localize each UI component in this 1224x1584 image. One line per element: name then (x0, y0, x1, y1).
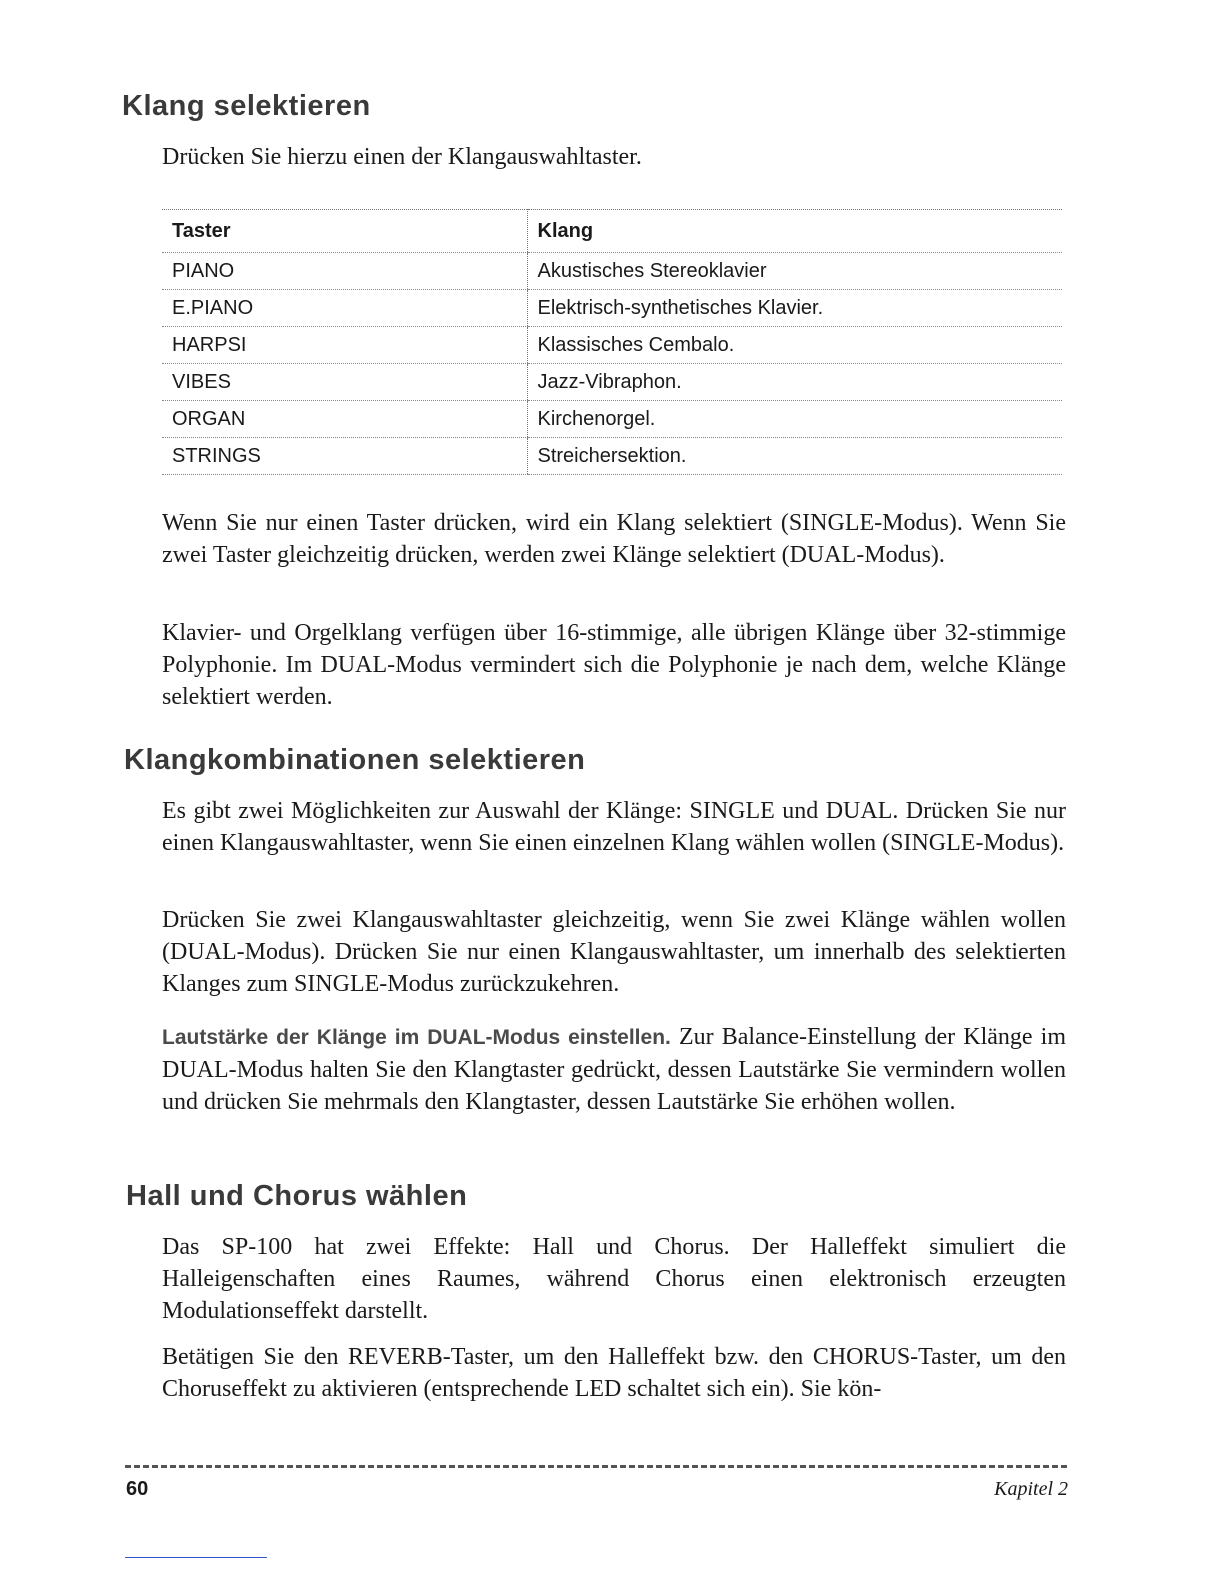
table-cell-sound: Elektrisch-synthetisches Klavier. (527, 290, 1062, 327)
section-heading-klangkombinationen: Klangkombinationen selektieren (124, 744, 586, 776)
table-header-row (162, 210, 1062, 253)
table-cell-button: E.PIANO (162, 290, 527, 327)
section-heading-hall-chorus: Hall und Chorus wählen (126, 1180, 468, 1212)
table-row (162, 364, 1062, 401)
table-cell-sound: Streichersektion. (527, 438, 1062, 475)
table-row (162, 253, 1062, 290)
volume-lead-in: Lautstärke der Klänge im DUAL-Modus einstellen. (162, 1026, 671, 1049)
table-cell-sound: Akustisches Stereoklavier (527, 253, 1062, 290)
chapter-label: Kapitel 2 (994, 1478, 1068, 1500)
table-row (162, 438, 1062, 475)
table-cell-button: STRINGS (162, 438, 527, 475)
volume-body: Zur Balance-Einstellung der Klänge im DUAL-Modus halten Sie den Klangtaster gedrückt, dessen Lautstärke Sie vermindern wollen und drücken Sie mehrmals den Klangtaster, dessen Lautstärke Sie erhöhen wollen. (162, 1024, 1066, 1115)
table-cell-sound: Jazz-Vibraphon. (527, 364, 1062, 401)
table-cell-button: PIANO (162, 253, 527, 290)
reverb-chorus-paragraph: Betätigen Sie den REVERB-Taster, um den Halleffekt bzw. den CHORUS-Taster, um den Choruseffekt zu aktivieren (entsprechende LED schaltet sich ein). Sie kön- (162, 1344, 1066, 1402)
table-row (162, 401, 1062, 438)
polyphony-paragraph: Klavier- und Orgelklang verfügen über 16-stimmige, alle übrigen Klänge über 32-stimmige Polyphonie. Im DUAL-Modus vermindert sich die Polyphonie je nach dem, welche Klänge selektiert werden. (162, 620, 1066, 710)
table-cell-sound: Klassisches Cembalo. (527, 327, 1062, 364)
table-cell-button: VIBES (162, 364, 527, 401)
effects-paragraph: Das SP-100 hat zwei Effekte: Hall und Chorus. Der Halleffekt simuliert die Halleigenschaften eines Raumes, während Chorus einen elektronisch erzeugten Modulationseffekt darstellt. (162, 1234, 1066, 1324)
table-header-klang: Klang (527, 210, 1062, 253)
section-heading-klang-selektieren: Klang selektieren (122, 90, 371, 122)
combination-paragraph-2: Drücken Sie zwei Klangauswahltaster gleichzeitig, wenn Sie zwei Klänge wählen wollen (DUAL-Modus). Drücken Sie nur einen Klangauswahltaster, um innerhalb des selektierten Klanges zum SINGLE-Modus zurückzukehren. (162, 907, 1066, 997)
intro-paragraph: Drücken Sie hierzu einen der Klangauswahltaster. (162, 144, 642, 170)
footer-divider (125, 1465, 1067, 1468)
scan-artifact-line (125, 1557, 267, 1558)
table-cell-button: HARPSI (162, 327, 527, 364)
combination-paragraph-1: Es gibt zwei Möglichkeiten zur Auswahl der Klänge: SINGLE und DUAL. Drücken Sie nur einen Klangauswahltaster, wenn Sie einen einzelnen Klang wählen wollen (SINGLE-Modus). (162, 798, 1066, 856)
volume-paragraph (162, 1021, 1066, 1118)
table-header-taster: Taster (162, 210, 527, 253)
table-cell-button: ORGAN (162, 401, 527, 438)
sound-table (162, 209, 1062, 475)
single-dual-paragraph: Wenn Sie nur einen Taster drücken, wird ein Klang selektiert (SINGLE-Modus). Wenn Sie zwei Taster gleichzeitig drücken, werden zwei Klänge selektiert (DUAL-Modus). (162, 510, 1066, 568)
table-cell-sound: Kirchenorgel. (527, 401, 1062, 438)
table-row (162, 327, 1062, 364)
table-row (162, 290, 1062, 327)
page-number: 60 (126, 1478, 149, 1500)
